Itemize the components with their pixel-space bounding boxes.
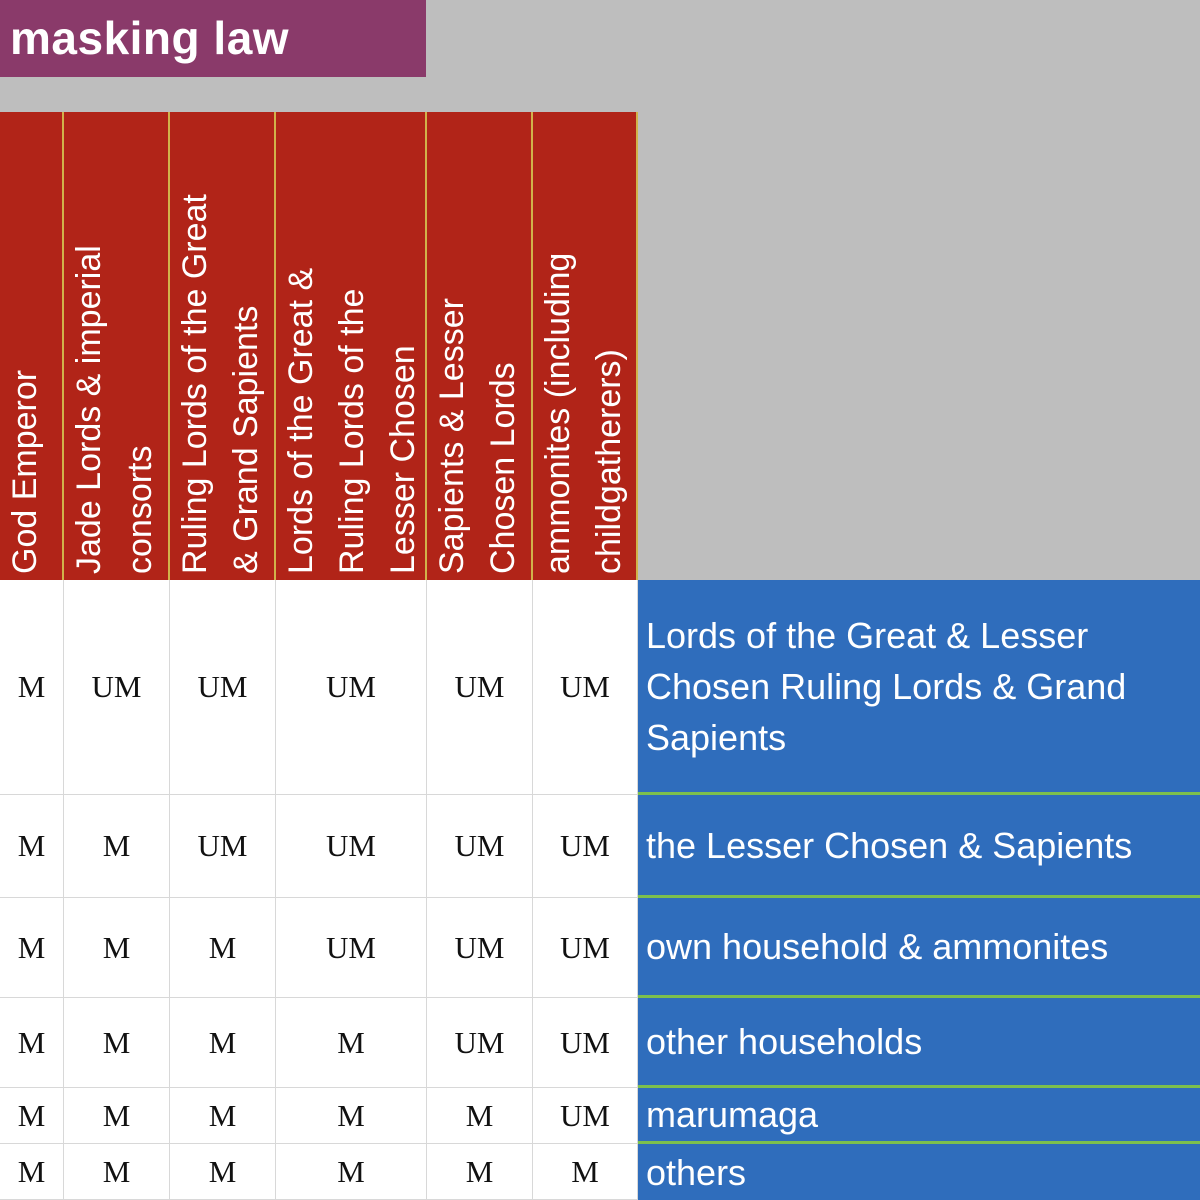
column-header	[170, 112, 276, 580]
column-header-text	[533, 112, 635, 580]
mask-cell: UM	[427, 580, 533, 795]
column-header-line: ammonites (including	[539, 252, 577, 574]
mask-cell: M	[276, 1088, 427, 1144]
mask-cell: UM	[427, 795, 533, 898]
mask-cell: UM	[170, 580, 276, 795]
mask-cell: M	[276, 998, 427, 1088]
mask-cell: M	[0, 998, 64, 1088]
mask-cell: M	[170, 898, 276, 998]
row-label: the Lesser Chosen & Sapients	[638, 795, 1200, 898]
mask-cell: M	[64, 795, 170, 898]
mask-cell: M	[170, 998, 276, 1088]
mask-cell: UM	[170, 795, 276, 898]
mask-cell: UM	[427, 998, 533, 1088]
column-header	[533, 112, 638, 580]
column-header	[276, 112, 427, 580]
row-label: others	[638, 1144, 1200, 1200]
mask-cell: M	[64, 998, 170, 1088]
column-header-line: childgatherers)	[590, 349, 628, 574]
row-label: other households	[638, 998, 1200, 1088]
column-header-line: Lesser Chosen	[384, 345, 422, 574]
mask-cell: UM	[533, 580, 638, 795]
column-header	[0, 112, 64, 580]
column-header-line: Chosen Lords	[484, 362, 522, 574]
mask-cell: M	[64, 1144, 170, 1200]
column-header-line: Sapients & Lesser	[433, 298, 471, 574]
mask-cell: M	[0, 580, 64, 795]
column-header-line: God Emperor	[6, 369, 44, 574]
mask-cell: UM	[533, 898, 638, 998]
mask-cell: M	[170, 1088, 276, 1144]
column-header-line: Ruling Lords of the	[333, 288, 371, 574]
mask-cell: UM	[427, 898, 533, 998]
mask-cell: M	[0, 1088, 64, 1144]
column-header-line: Ruling Lords of the Great	[176, 194, 214, 574]
mask-cell: M	[427, 1144, 533, 1200]
column-header-line: consorts	[121, 445, 159, 574]
mask-cell: M	[427, 1088, 533, 1144]
mask-cell: UM	[533, 1088, 638, 1144]
mask-cell: M	[170, 1144, 276, 1200]
column-header-text	[64, 112, 166, 580]
mask-cell: UM	[64, 580, 170, 795]
row-label: Lords of the Great & Lesser Chosen Ruling Lords & Grand Sapients	[638, 580, 1200, 795]
column-header-line: & Grand Sapients	[227, 305, 265, 574]
mask-cell: UM	[276, 580, 427, 795]
mask-cell: M	[0, 898, 64, 998]
mask-cell: M	[276, 1144, 427, 1200]
row-label: marumaga	[638, 1088, 1200, 1144]
mask-cell: M	[64, 898, 170, 998]
column-header-line: Lords of the Great &	[282, 267, 320, 574]
mask-cell: M	[0, 795, 64, 898]
mask-cell: M	[0, 1144, 64, 1200]
mask-cell: UM	[276, 898, 427, 998]
row-label: own household & ammonites	[638, 898, 1200, 998]
mask-cell: UM	[533, 795, 638, 898]
column-header-text	[276, 112, 427, 580]
mask-cell: M	[533, 1144, 638, 1200]
column-header-text	[170, 112, 272, 580]
page-title: masking law	[0, 0, 426, 77]
mask-cell: UM	[276, 795, 427, 898]
mask-cell: UM	[533, 998, 638, 1088]
mask-cell: M	[64, 1088, 170, 1144]
column-header-text	[0, 112, 51, 580]
mask-grid	[0, 580, 637, 1200]
column-header-line: Jade Lords & imperial	[70, 245, 108, 574]
column-header	[427, 112, 533, 580]
column-header	[64, 112, 170, 580]
column-header-text	[427, 112, 529, 580]
